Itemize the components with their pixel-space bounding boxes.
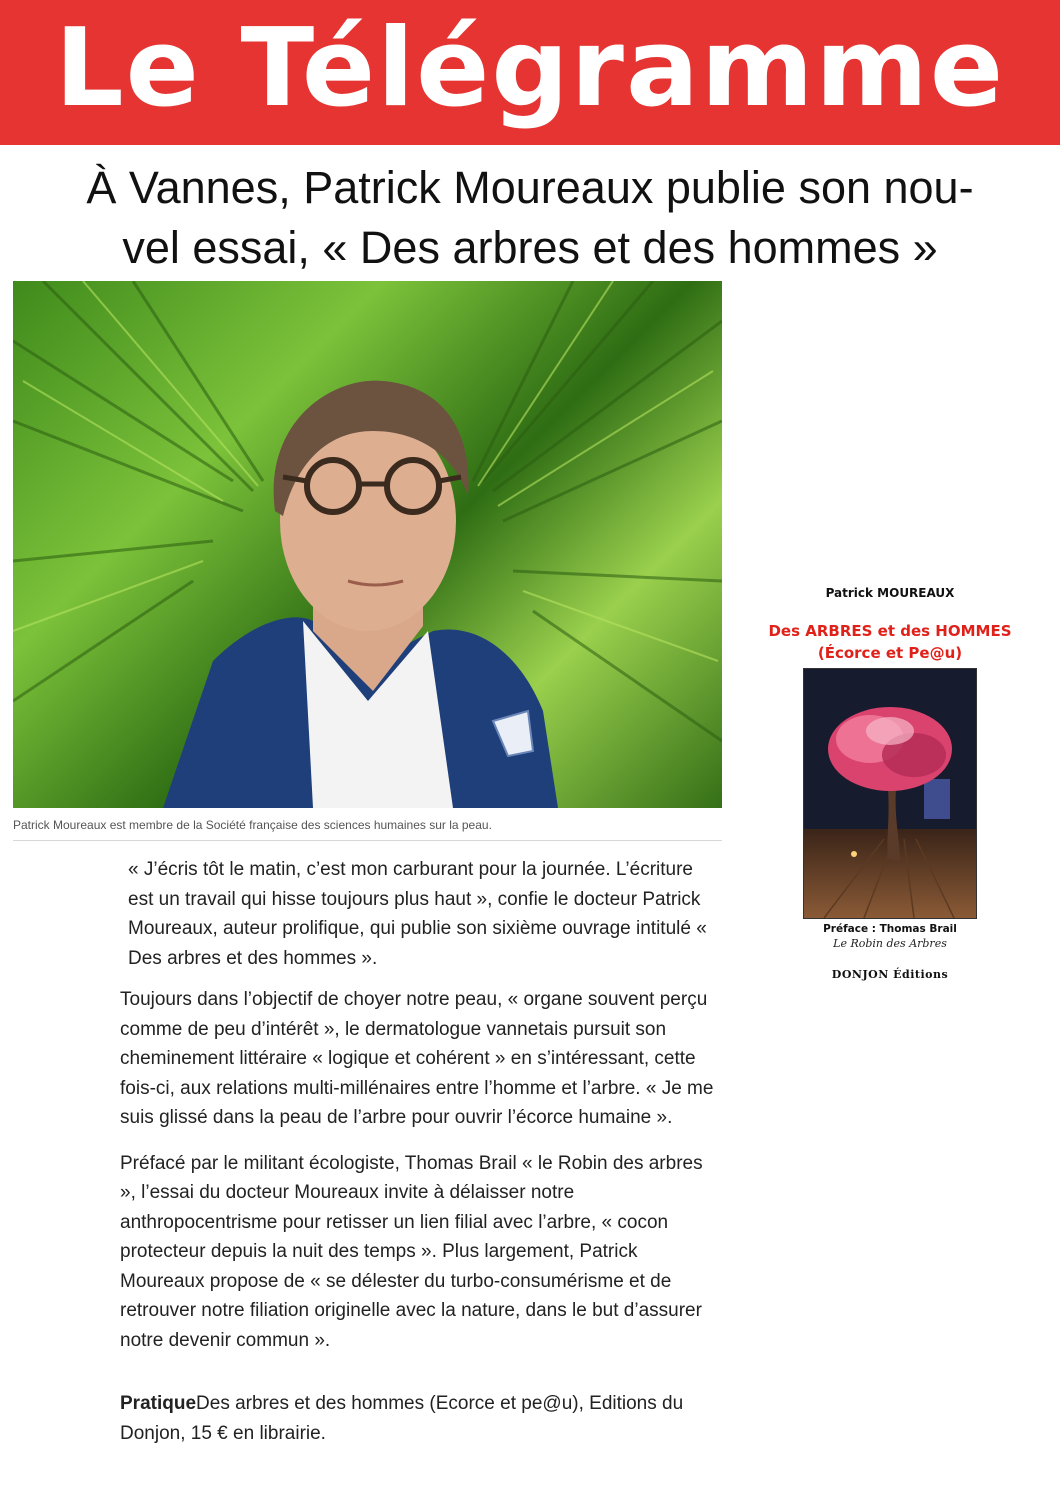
- book-author: Patrick MOUREAUX: [825, 586, 955, 600]
- masthead: [0, 0, 1060, 145]
- author-photo-illustration: [13, 281, 722, 808]
- book-subtitle: Le Robin des Arbres: [833, 937, 947, 950]
- book-preface: Préface : Thomas Brail: [823, 923, 957, 935]
- article-paragraph: Toujours dans l’objectif de choyer notre peau, « organe souvent perçu comme de peu d’intérêt », le dermatologue vannetais pursuit son cheminement littéraire « logique et cohérent » en s’intéressant, cette fois-ci, aux relations multi-millénaires entre l’homme et l’arbre. « Je me suis glissé dans la peau de l’arbre pour ouvrir l’écorce humaine ».: [120, 989, 714, 1128]
- photo-caption: Patrick Moureaux est membre de la Société française des sciences humaines sur la peau.: [13, 818, 722, 841]
- book-title-line-1: Des ARBRES et des HOMMES: [768, 622, 1012, 640]
- author-photo: [13, 281, 722, 808]
- practical-info: [120, 1389, 720, 1448]
- article-paragraph: Préfacé par le militant écologiste, Thomas Brail « le Robin des arbres », l’essai du docteur Moureaux invite à délaisser notre anthropocentrisme pour retisser un lien filial avec l’arbre, « cocon protecteur depuis la nuit des temps ». Plus largement, Patrick Moureaux propose de « se délester du turbo-consumérisme et de retrouver notre filiation originelle avec la nature, dans le but d’assurer notre devenir commun ».: [120, 1152, 703, 1351]
- practical-label: Pratique: [120, 1393, 197, 1414]
- article-headline: À Vannes, Patrick Moureaux publie son nou- vel essai, « Des arbres et des hommes »: [86, 162, 974, 273]
- book-title-line-2: (Écorce et Pe@u): [817, 644, 963, 662]
- article-lead: « J’écris tôt le matin, c’est mon carburant pour la journée. L’écriture est un travail qui hisse toujours plus haut », confie le docteur Patrick Moureaux, auteur prolifique, qui publie son sixième ouvrage intitulé « Des arbres et des hommes ».: [128, 859, 707, 969]
- book-promo: [760, 586, 1020, 981]
- book-cover-illustration: [804, 669, 976, 918]
- book-publisher: DONJON Éditions: [831, 968, 949, 981]
- practical-text: Des arbres et des hommes (Ecorce et pe@u), Editions du Donjon, 15 € en librairie.: [120, 1393, 684, 1444]
- book-cover: [803, 668, 977, 919]
- article-body: [120, 855, 720, 1448]
- masthead-logo: Le Télégramme: [54, 5, 1006, 131]
